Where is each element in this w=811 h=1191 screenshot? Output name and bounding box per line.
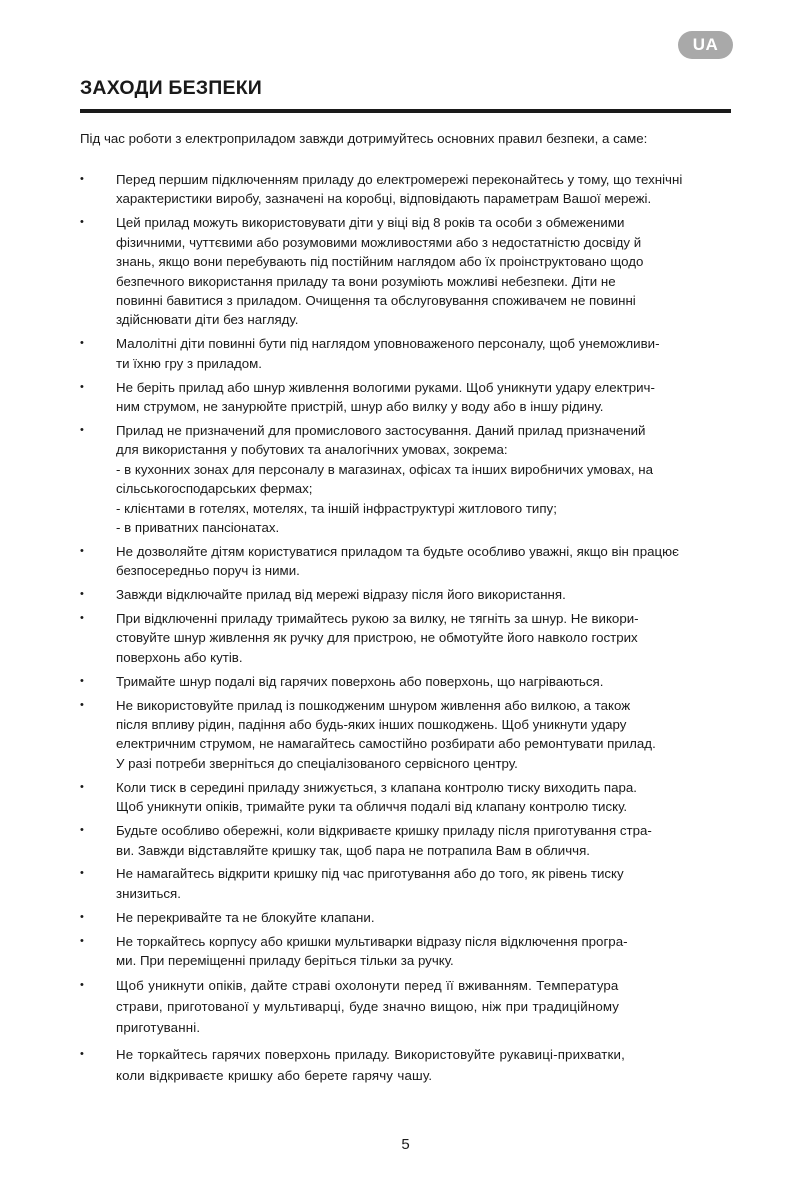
title-divider bbox=[80, 109, 731, 113]
list-item-line: - в кухонних зонах для персоналу в магазинах, офісах та інших виробничих умовах, на bbox=[116, 461, 654, 477]
list-item bbox=[80, 1044, 735, 1086]
list-item-line: Не використовуйте прилад із пошкодженим шнуром живлення або вилкою, а також bbox=[116, 697, 631, 713]
list-item bbox=[80, 213, 735, 329]
list-item-line: При відключенні приладу тримайтесь рукою за вилку, не тягніть за шнур. Не викори- bbox=[116, 611, 639, 627]
bullet-icon: • bbox=[80, 588, 84, 601]
list-item-line: У разі потреби зверніться до спеціалізованого сервісного центру. bbox=[116, 755, 518, 771]
list-item-line: приготуванні. bbox=[116, 1019, 201, 1035]
list-item bbox=[80, 542, 735, 581]
bullet-icon: • bbox=[80, 824, 84, 837]
list-item-line: Завжди відключайте прилад від мережі відразу після його використання. bbox=[116, 587, 566, 603]
list-item-line: Будьте особливо обережні, коли відкриваєте кришку приладу після приготування стра- bbox=[116, 823, 652, 839]
list-item bbox=[80, 908, 735, 927]
intro-text: Під час роботи з електроприладом завжди дотримуйтесь основних правил безпеки, а саме: bbox=[80, 131, 648, 146]
list-item-line: фізичними, чуттєвими або розумовими можливостями або з недостатністю досвіду й bbox=[116, 234, 642, 250]
list-item-line: Не дозволяйте дітям користуватися приладом та будьте особливо уважні, якщо він працює bbox=[116, 543, 679, 559]
list-item bbox=[80, 864, 735, 903]
bullet-icon: • bbox=[80, 910, 84, 923]
bullet-icon: • bbox=[80, 337, 84, 350]
list-item bbox=[80, 421, 735, 537]
list-item bbox=[80, 170, 735, 209]
list-item-line: безпечного використання приладу та вони розуміють можливі небезпеки. Діти не bbox=[116, 273, 616, 289]
list-item-line: коли відкриваєте кришку або берете гарячу чашу. bbox=[116, 1067, 433, 1083]
list-item-line: Не торкайтесь корпусу або кришки мультиварки відразу після відключення програ- bbox=[116, 933, 628, 949]
list-item-line: Не перекривайте та не блокуйте клапани. bbox=[116, 909, 375, 925]
list-item-line: Прилад не призначений для промислового застосування. Даний прилад призначений bbox=[116, 422, 646, 438]
list-item-line: Не торкайтесь гарячих поверхонь приладу. Використовуйте рукавиці-прихватки, bbox=[116, 1046, 625, 1062]
bullet-icon: • bbox=[80, 674, 84, 687]
list-item-line: характеристики виробу, зазначені на коробці, відповідають параметрам Вашої мережі. bbox=[116, 191, 652, 207]
list-item bbox=[80, 334, 735, 373]
list-item-line: - в приватних пансіонатах. bbox=[116, 519, 280, 535]
bullet-icon: • bbox=[80, 934, 84, 947]
list-item-line: Не намагайтесь відкрити кришку під час приготування або до того, як рівень тиску bbox=[116, 866, 624, 882]
page-title: ЗАХОДИ БЕЗПЕКИ bbox=[80, 77, 263, 99]
list-item-line: знань, якщо вони перебувають під постійним наглядом або їх проінструктовано щодо bbox=[116, 254, 644, 270]
list-item-line: для використання у побутових та аналогічних умовах, зокрема: bbox=[116, 442, 508, 458]
bullet-icon: • bbox=[80, 173, 84, 185]
list-item-line: страви, приготованої у мультиварці, буде значно вищою, ніж при традиційному bbox=[116, 998, 620, 1014]
list-item-line: ти їхню гру з приладом. bbox=[116, 355, 262, 371]
list-item-line: електричним струмом, не намагайтесь самостійно розбирати або ремонтувати прилад. bbox=[116, 736, 656, 752]
list-item-line: Малолітні діти повинні бути під наглядом уповноваженого персоналу, щоб унеможливи- bbox=[116, 336, 660, 352]
bullet-icon: • bbox=[80, 216, 84, 229]
language-badge: UA bbox=[678, 31, 733, 59]
list-item bbox=[80, 609, 735, 667]
page-number: 5 bbox=[401, 1136, 410, 1153]
list-item-line: Щоб уникнути опіків, дайте страві охолонути перед її вживанням. Температура bbox=[116, 977, 619, 993]
list-item-line: стовуйте шнур живлення як ручку для пристрою, не обмотуйте його навколо гострих bbox=[116, 630, 638, 646]
bullet-icon: • bbox=[80, 1047, 84, 1060]
list-item-line: Коли тиск в середині приладу знижується, з клапана контролю тиску виходить пара. bbox=[116, 779, 637, 795]
list-item-line: ви. Завжди відставляйте кришку так, щоб пара не потрапила Вам в обличчя. bbox=[116, 842, 590, 858]
list-item bbox=[80, 672, 735, 691]
list-item bbox=[80, 932, 735, 971]
list-item bbox=[80, 821, 735, 860]
bullet-icon: • bbox=[80, 978, 84, 991]
list-item-line: Перед першим підключенням приладу до електромережі переконайтесь у тому, що технічні bbox=[116, 172, 683, 187]
list-item bbox=[80, 778, 735, 817]
list-item bbox=[80, 585, 735, 604]
list-item-line: ми. При переміщенні приладу беріться тільки за ручку. bbox=[116, 953, 454, 969]
list-item-line: Не беріть прилад або шнур живлення вологими руками. Щоб уникнути удару електрич- bbox=[116, 379, 655, 395]
bullet-icon: • bbox=[80, 612, 84, 625]
list-item bbox=[80, 378, 735, 417]
list-item-line: сільськогосподарських фермах; bbox=[116, 481, 313, 497]
list-item-line: після впливу рідин, падіння або будь-яких інших пошкоджень. Щоб уникнути удару bbox=[116, 717, 627, 733]
list-item-line: здійснювати діти без нагляду. bbox=[116, 312, 299, 328]
list-item-line: Цей прилад можуть використовувати діти у віці від 8 років та особи з обмеженими bbox=[116, 215, 625, 231]
list-item bbox=[80, 696, 735, 774]
bullet-icon: • bbox=[80, 780, 84, 793]
bullet-icon: • bbox=[80, 698, 84, 711]
list-item-line: поверхонь або кутів. bbox=[116, 649, 243, 665]
list-item-line: Тримайте шнур подалі від гарячих поверхонь або поверхонь, що нагріваються. bbox=[116, 673, 604, 689]
bullet-icon: • bbox=[80, 867, 84, 880]
bullet-icon: • bbox=[80, 544, 84, 557]
list-item-line: - клієнтами в готелях, мотелях, та іншій інфраструктурі житлового типу; bbox=[116, 500, 557, 516]
list-item bbox=[80, 975, 735, 1038]
safety-rules-list bbox=[80, 170, 735, 1092]
list-item-line: знизиться. bbox=[116, 885, 181, 901]
list-item-line: ним струмом, не занурюйте пристрій, шнур або вилку у воду або в іншу рідину. bbox=[116, 398, 604, 414]
bullet-icon: • bbox=[80, 380, 84, 393]
list-item-line: Щоб уникнути опіків, тримайте руки та обличчя подалі від клапану контролю тиску. bbox=[116, 799, 628, 815]
list-item-line: безпосередньо поруч із ними. bbox=[116, 563, 300, 579]
list-item-line: повинні бавитися з приладом. Очищення та обслуговування споживачем не повинні bbox=[116, 292, 636, 308]
bullet-icon: • bbox=[80, 423, 84, 436]
